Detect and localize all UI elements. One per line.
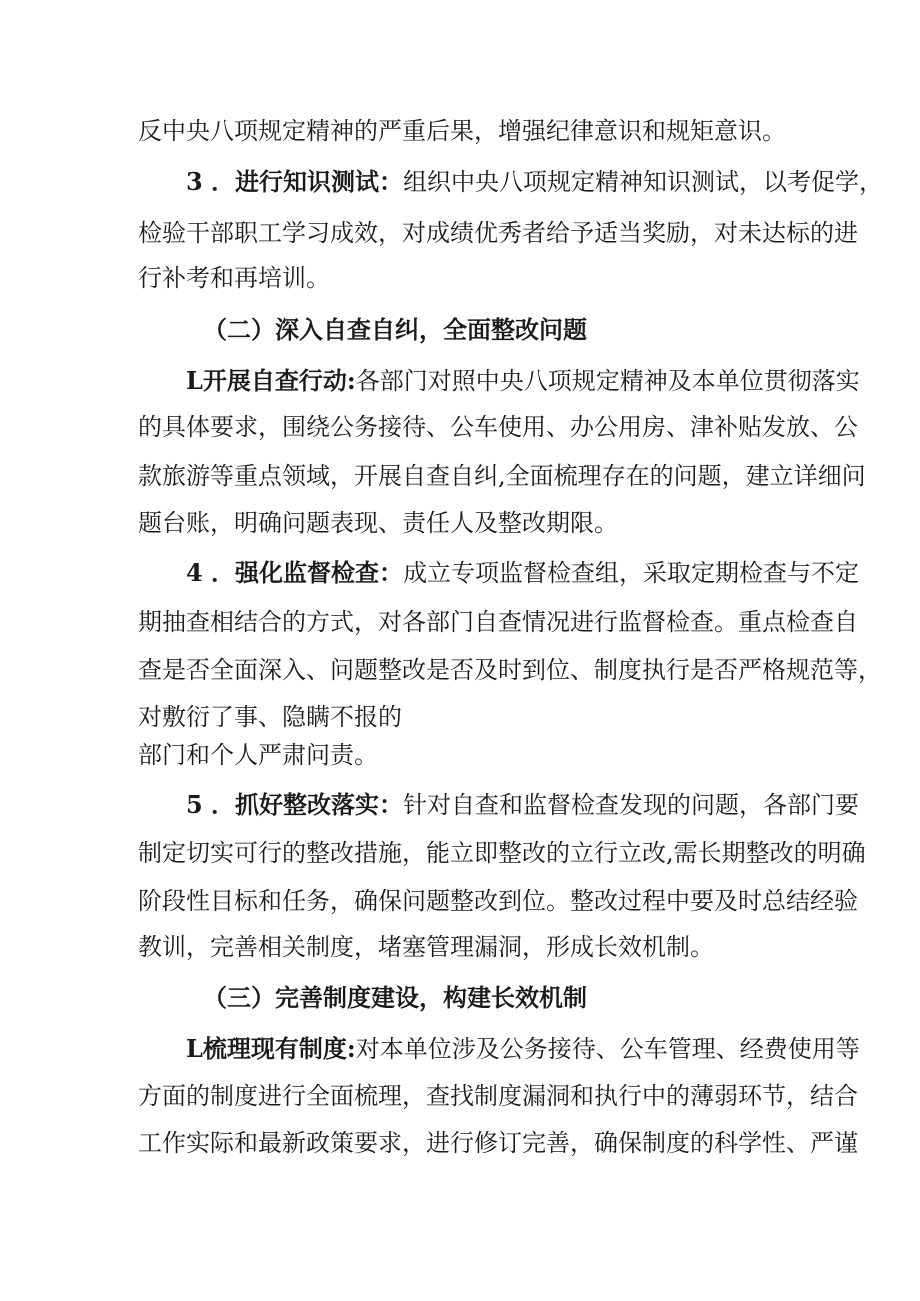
numbered-item-3 [186, 167, 883, 197]
numbered-item-1 [186, 366, 860, 396]
paragraph-line: 检验干部职工学习成效，对成绩优秀者给予适当奖励，对未达标的进 [138, 219, 858, 247]
paragraph-line: 题台账，明确问题表现、责任人及整改期限。 [138, 509, 618, 537]
item-label: L梳理现有制度: [186, 1034, 356, 1063]
item-label: 5 ．抓好整改落实： [186, 790, 404, 819]
section-heading-2: （二）深入自查自纠，全面整改问题 [203, 315, 587, 344]
item-text: 对本单位涉及公务接待、公车管理、经费使用等 [355, 1035, 860, 1063]
paragraph-line: 部门和个人严肃问责。 [138, 741, 378, 769]
paragraph-line: 款旅游等重点领域，开展自查自纠,全面梳理存在的问题，建立详细问 [138, 462, 866, 490]
numbered-item-4 [186, 558, 859, 588]
paragraph-line: 制定切实可行的整改措施，能立即整改的立行立改,需长期整改的明确 [138, 839, 866, 867]
item-text: 各部门对照中央八项规定精神及本单位贯彻落实 [355, 367, 860, 395]
numbered-item-1b [186, 1034, 860, 1064]
paragraph-line: 行补考和再培训。 [138, 264, 330, 292]
numbered-item-5 [186, 790, 859, 820]
item-text: 成立专项监督检查组，采取定期检查与不定 [403, 559, 860, 587]
paragraph-line: 工作实际和最新政策要求，进行修订完善，确保制度的科学性、严谨 [138, 1129, 858, 1157]
section-heading-3: （三）完善制度建设，构建长效机制 [203, 983, 587, 1012]
paragraph-line: 查是否全面深入、问题整改是否及时到位、制度执行是否严格规范等， [138, 656, 882, 684]
item-label: 3 ．进行知识测试： [186, 167, 404, 196]
item-text: 组织中央八项规定精神知识测试，以考促学， [403, 168, 884, 196]
item-text: 针对自查和监督检查发现的问题，各部门要 [403, 791, 860, 819]
paragraph-line: 阶段性目标和任务，确保问题整改到位。整改过程中要及时总结经验 [138, 887, 858, 915]
paragraph-line: 期抽查相结合的方式，对各部门自查情况进行监督检查。重点检查自 [138, 608, 858, 636]
paragraph-line: 方面的制度进行全面梳理，查找制度漏洞和执行中的薄弱环节，结合 [138, 1082, 858, 1110]
paragraph-line: 反中央八项规定精神的严重后果，增强纪律意识和规矩意识。 [138, 117, 786, 145]
paragraph-line: 教训，完善相关制度，堵塞管理漏洞，形成长效机制。 [138, 933, 714, 961]
paragraph-line: 的具体要求，围绕公务接待、公车使用、办公用房、津补贴发放、公 [138, 413, 858, 441]
item-label: 4 ．强化监督检查： [186, 558, 404, 587]
paragraph-line: 对敷衍了事、隐瞒不报的 [138, 703, 402, 731]
item-label: L开展自查行动: [186, 366, 356, 395]
